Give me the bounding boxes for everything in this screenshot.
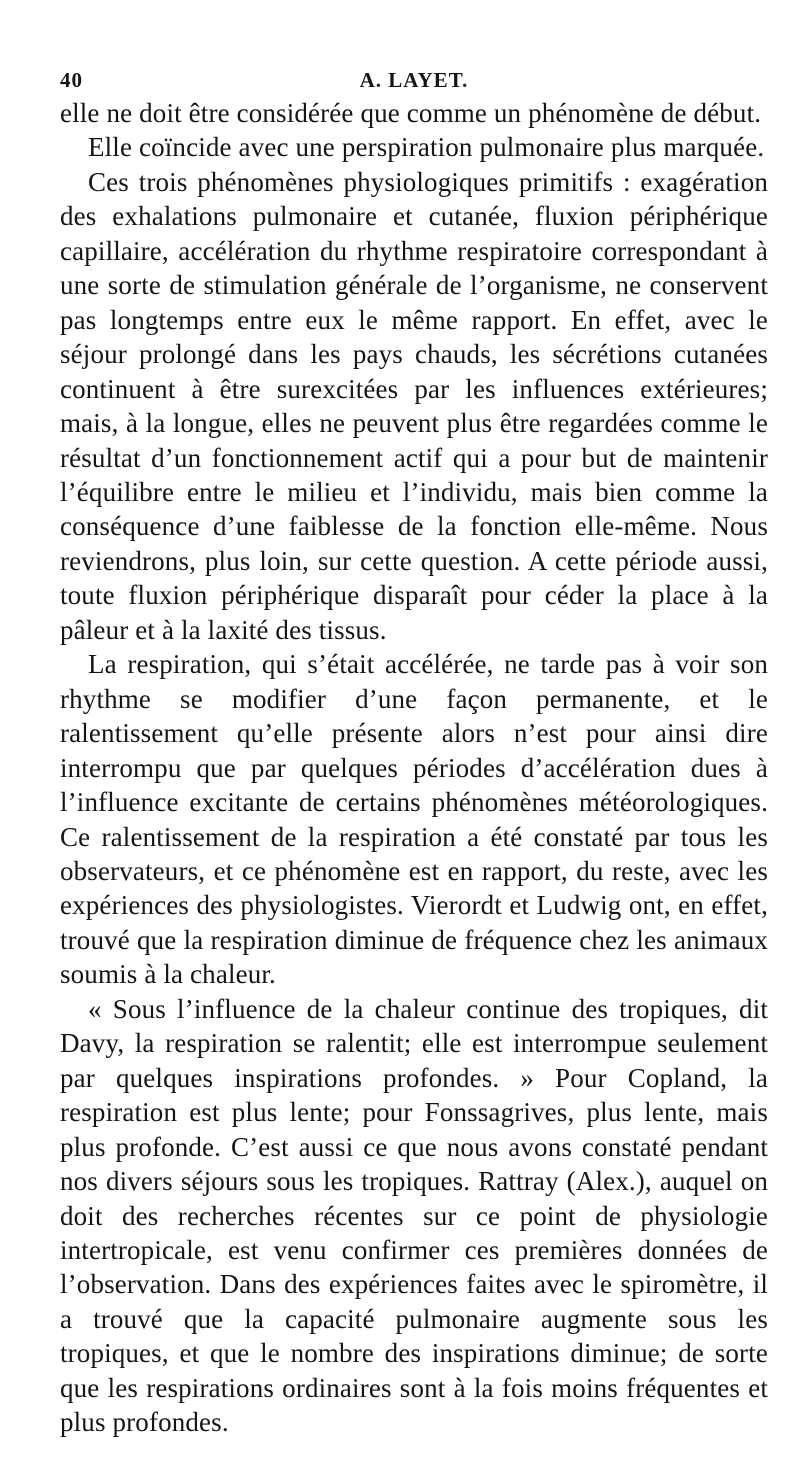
book-page bbox=[60, 62, 768, 1440]
running-head: A. LAYET. bbox=[359, 68, 469, 92]
paragraph: « Sous l’influence de la chaleur continue des tropiques, dit Davy, la respiration se ralentit; elle est interrompue seulement par quelques inspirations profondes. » Pour Copland, la respiration est plus lente; pour Fonssagrives, plus lente, mais plus profonde. C’est aussi ce que nous avons constaté pendant nos divers séjours sous les tropiques. Rattray (Alex.), auquel on doit des recherches récentes sur ce point de physiologie intertropicale, est venu confirmer ces premières données de l’observation. Dans des expériences faites avec le spiromètre, il a trouvé que la capacité pulmonaire augmente sous les tropiques, et que le nombre des inspirations diminue; de sorte que les respirations ordinaires sont à la fois moins fréquentes et plus profondes. bbox=[60, 993, 768, 1438]
page-header bbox=[60, 62, 768, 96]
paragraph: La respiration, qui s’était accélérée, ne tarde pas à voir son rhythme se modifier d’une façon permanente, et le ralentissement qu’elle présente alors n’est pour ainsi dire interrompu que par quelques périodes d’accélération dues à l’influence excitante de certains phénomènes météorologiques. Ce ralentissement de la respiration a été constaté par tous les observateurs, et ce phénomène est en rapport, du reste, avec les expériences des physiologistes. Vierordt et Ludwig ont, en effet, trouvé que la respiration diminue de fréquence chez les animaux soumis à la chaleur. bbox=[60, 649, 768, 990]
body-text bbox=[60, 96, 768, 1440]
paragraph-continuation: elle ne doit être considérée que comme un phénomène de début. bbox=[60, 98, 762, 128]
paragraph: Elle coïncide avec une perspiration pulmonaire plus marquée. bbox=[88, 132, 765, 163]
page-number: 40 bbox=[60, 68, 83, 92]
paragraph: Ces trois phénomènes physiologiques primitifs : exagération des exhalations pulmonaire et cutanée, fluxion périphérique capillaire, accélération du rhythme respiratoire correspondant à une sorte de stimulation générale de l’organisme, ne conservent pas longtemps entre eux le même rapport. En effet, avec le séjour prolongé dans les pays chauds, les sécrétions cutanées continuent à être surexcitées par les influences extérieures; mais, à la longue, elles ne peuvent plus être regardées comme le résultat d’un fonctionnement actif qui a pour but de maintenir l’équilibre entre le milieu et l’individu, mais bien comme la conséquence d’une faiblesse de la fonction elle-même. Nous reviendrons, plus loin, sur cette question. A cette période aussi, toute fluxion périphérique disparaît pour céder la place à la pâleur et à la laxité des tissus. bbox=[60, 166, 768, 645]
